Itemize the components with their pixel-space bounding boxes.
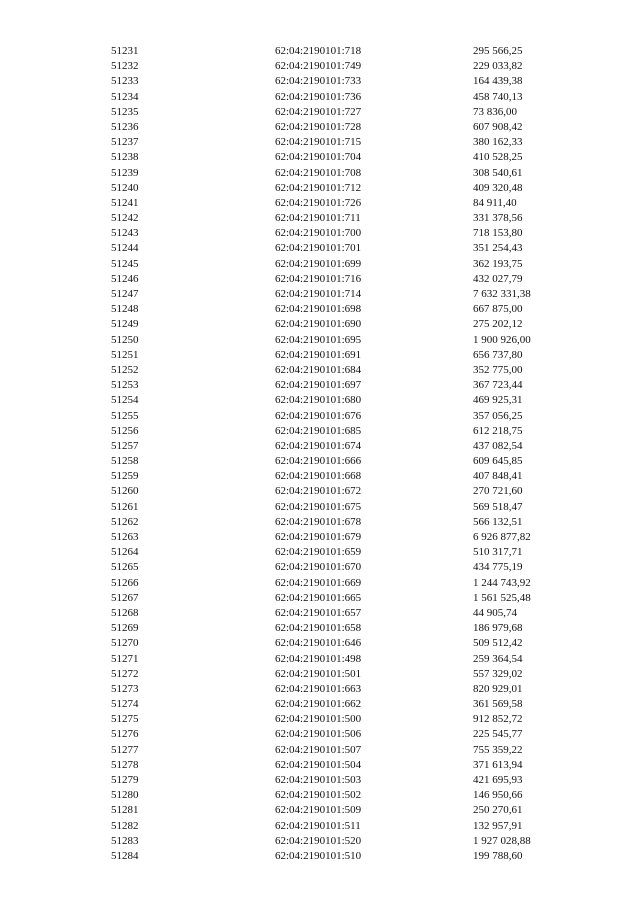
table-row — [0, 257, 640, 272]
cadastral-number: 62:04:2190101:684 — [275, 363, 362, 376]
cadastral-number: 62:04:2190101:498 — [275, 652, 362, 665]
cadastral-number: 62:04:2190101:646 — [275, 637, 362, 650]
cadastral-number: 62:04:2190101:714 — [275, 288, 362, 300]
row-number: 51260 — [111, 485, 139, 498]
cadastral-number: 62:04:2190101:663 — [275, 682, 362, 695]
row-number: 51244 — [111, 242, 139, 255]
cadastral-value: 73 836,00 — [473, 105, 517, 118]
table-row — [0, 530, 640, 545]
row-number: 51254 — [111, 394, 139, 407]
cadastral-number: 62:04:2190101:726 — [275, 196, 362, 209]
cadastral-value: 250 270,61 — [473, 804, 523, 817]
row-number: 51241 — [111, 196, 139, 209]
row-number: 51245 — [111, 257, 139, 270]
row-number: 51242 — [111, 212, 139, 225]
table-row — [0, 849, 640, 864]
cadastral-number: 62:04:2190101:685 — [275, 424, 362, 437]
row-number: 51233 — [111, 75, 139, 88]
cadastral-value: 566 132,51 — [473, 515, 523, 528]
table-row — [0, 469, 640, 484]
row-number: 51270 — [111, 637, 139, 650]
row-number: 51271 — [111, 652, 139, 665]
cadastral-number: 62:04:2190101:507 — [275, 743, 362, 756]
cadastral-number: 62:04:2190101:691 — [275, 348, 362, 361]
table-row — [0, 515, 640, 530]
cadastral-value: 186 979,68 — [473, 622, 523, 635]
cadastral-value: 84 911,40 — [473, 196, 517, 209]
table-row — [0, 105, 640, 120]
table-row — [0, 348, 640, 363]
row-number: 51257 — [111, 439, 139, 452]
table-row — [0, 727, 640, 742]
row-number: 51275 — [111, 713, 139, 726]
row-number: 51280 — [111, 789, 139, 802]
cadastral-number: 62:04:2190101:674 — [275, 439, 362, 452]
cadastral-value: 6 926 877,82 — [473, 531, 531, 543]
cadastral-value: 199 788,60 — [473, 849, 523, 862]
row-number: 51256 — [111, 424, 139, 437]
cadastral-value: 557 329,02 — [473, 667, 523, 680]
table-row — [0, 697, 640, 712]
table-row — [0, 317, 640, 332]
cadastral-value: 308 540,61 — [473, 166, 523, 179]
table-row — [0, 636, 640, 651]
row-number: 51232 — [111, 60, 139, 73]
cadastral-value: 718 153,80 — [473, 227, 523, 240]
cadastral-number: 62:04:2190101:665 — [275, 591, 362, 604]
cadastral-number: 62:04:2190101:749 — [275, 60, 362, 73]
row-number: 51247 — [111, 288, 139, 300]
cadastral-number: 62:04:2190101:701 — [275, 242, 362, 255]
row-number: 51238 — [111, 151, 139, 164]
row-number: 51284 — [111, 849, 139, 862]
row-number: 51273 — [111, 682, 139, 695]
cadastral-number: 62:04:2190101:680 — [275, 394, 362, 407]
table-row — [0, 409, 640, 424]
cadastral-value: 164 439,38 — [473, 75, 523, 88]
cadastral-number: 62:04:2190101:699 — [275, 257, 362, 270]
table-row — [0, 621, 640, 636]
cadastral-value: 146 950,66 — [473, 789, 523, 802]
cadastral-number: 62:04:2190101:668 — [275, 470, 362, 483]
cadastral-number: 62:04:2190101:697 — [275, 379, 362, 392]
cadastral-number: 62:04:2190101:704 — [275, 151, 362, 164]
cadastral-value: 437 082,54 — [473, 439, 523, 452]
table-row — [0, 484, 640, 499]
table-row — [0, 773, 640, 788]
table-row — [0, 560, 640, 575]
cadastral-value: 380 162,33 — [473, 136, 523, 149]
row-number: 51262 — [111, 515, 139, 528]
cadastral-number: 62:04:2190101:510 — [275, 849, 362, 862]
row-number: 51276 — [111, 728, 139, 741]
cadastral-number: 62:04:2190101:662 — [275, 698, 362, 711]
table-row — [0, 363, 640, 378]
table-row — [0, 424, 640, 439]
row-number: 51268 — [111, 606, 139, 619]
row-number: 51240 — [111, 181, 139, 194]
row-number: 51248 — [111, 303, 139, 316]
cadastral-value: 1 244 743,92 — [473, 576, 531, 589]
row-number: 51259 — [111, 470, 139, 483]
row-number: 51251 — [111, 348, 139, 361]
cadastral-value: 295 566,25 — [473, 45, 523, 57]
cadastral-number: 62:04:2190101:520 — [275, 834, 362, 847]
cadastral-number: 62:04:2190101:712 — [275, 181, 362, 194]
cadastral-value: 432 027,79 — [473, 272, 523, 285]
cadastral-number: 62:04:2190101:670 — [275, 561, 362, 574]
cadastral-value: 510 317,71 — [473, 546, 523, 559]
table-row — [0, 576, 640, 591]
cadastral-number: 62:04:2190101:716 — [275, 272, 362, 285]
cadastral-number: 62:04:2190101:504 — [275, 758, 362, 771]
cadastral-value: 569 518,47 — [473, 500, 523, 513]
cadastral-value: 612 218,75 — [473, 424, 523, 437]
cadastral-number: 62:04:2190101:657 — [275, 606, 362, 619]
table-row — [0, 226, 640, 241]
table-row — [0, 545, 640, 560]
row-number: 51269 — [111, 622, 139, 635]
cadastral-value: 259 364,54 — [473, 652, 523, 665]
table-row — [0, 181, 640, 196]
row-number: 51236 — [111, 120, 139, 133]
table-row — [0, 439, 640, 454]
cadastral-value: 357 056,25 — [473, 409, 523, 422]
cadastral-number: 62:04:2190101:676 — [275, 409, 362, 422]
cadastral-value: 1 900 926,00 — [473, 333, 531, 346]
cadastral-value: 229 033,82 — [473, 60, 523, 73]
table-row — [0, 803, 640, 818]
table-row — [0, 44, 640, 59]
cadastral-value: 755 359,22 — [473, 743, 523, 756]
table-row — [0, 378, 640, 393]
table-row — [0, 211, 640, 226]
cadastral-number: 62:04:2190101:700 — [275, 227, 362, 240]
cadastral-number: 62:04:2190101:503 — [275, 774, 362, 786]
cadastral-value: 656 737,80 — [473, 348, 523, 361]
table-row — [0, 606, 640, 621]
cadastral-number: 62:04:2190101:728 — [275, 120, 362, 133]
row-number: 51277 — [111, 743, 139, 756]
row-number: 51252 — [111, 363, 139, 376]
row-number: 51234 — [111, 90, 139, 103]
table-row — [0, 333, 640, 348]
table-row — [0, 74, 640, 89]
cadastral-value: 469 925,31 — [473, 394, 523, 407]
row-number: 51253 — [111, 379, 139, 392]
cadastral-number: 62:04:2190101:679 — [275, 531, 362, 543]
cadastral-value: 7 632 331,38 — [473, 288, 531, 300]
row-number: 51283 — [111, 834, 139, 847]
row-number: 51261 — [111, 500, 139, 513]
table-row — [0, 241, 640, 256]
row-number: 51255 — [111, 409, 139, 422]
cadastral-number: 62:04:2190101:718 — [275, 45, 362, 57]
row-number: 51264 — [111, 546, 139, 559]
table-row — [0, 166, 640, 181]
row-number: 51281 — [111, 804, 139, 817]
row-number: 51258 — [111, 455, 139, 468]
table-row — [0, 393, 640, 408]
cadastral-number: 62:04:2190101:690 — [275, 318, 362, 331]
table-row — [0, 196, 640, 211]
table-row — [0, 834, 640, 849]
cadastral-number: 62:04:2190101:511 — [275, 819, 361, 832]
cadastral-number: 62:04:2190101:675 — [275, 500, 362, 513]
cadastral-number: 62:04:2190101:501 — [275, 667, 362, 680]
cadastral-number: 62:04:2190101:733 — [275, 75, 362, 88]
cadastral-value: 421 695,93 — [473, 774, 523, 786]
table-row — [0, 500, 640, 515]
cadastral-number: 62:04:2190101:708 — [275, 166, 362, 179]
row-number: 51265 — [111, 561, 139, 574]
cadastral-value: 609 645,85 — [473, 455, 523, 468]
cadastral-number: 62:04:2190101:500 — [275, 713, 362, 726]
cadastral-number: 62:04:2190101:658 — [275, 622, 362, 635]
cadastral-number: 62:04:2190101:695 — [275, 333, 362, 346]
row-number: 51272 — [111, 667, 139, 680]
cadastral-number: 62:04:2190101:659 — [275, 546, 362, 559]
row-number: 51250 — [111, 333, 139, 346]
table-row — [0, 454, 640, 469]
cadastral-value: 410 528,25 — [473, 151, 523, 164]
cadastral-value: 409 320,48 — [473, 181, 523, 194]
cadastral-value: 270 721,60 — [473, 485, 523, 498]
table-row — [0, 682, 640, 697]
cadastral-value: 607 908,42 — [473, 120, 523, 133]
row-number: 51282 — [111, 819, 139, 832]
cadastral-value: 362 193,75 — [473, 257, 523, 270]
cadastral-value: 132 957,91 — [473, 819, 523, 832]
row-number: 51235 — [111, 105, 139, 118]
cadastral-number: 62:04:2190101:678 — [275, 515, 362, 528]
table-row — [0, 591, 640, 606]
row-number: 51266 — [111, 576, 139, 589]
cadastral-value: 367 723,44 — [473, 379, 523, 392]
cadastral-value: 352 775,00 — [473, 363, 523, 376]
cadastral-number: 62:04:2190101:727 — [275, 105, 362, 118]
cadastral-value: 331 378,56 — [473, 212, 523, 225]
table-row — [0, 819, 640, 834]
row-number: 51237 — [111, 136, 139, 149]
row-number: 51249 — [111, 318, 139, 331]
cadastral-value: 912 852,72 — [473, 713, 523, 726]
cadastral-value: 458 740,13 — [473, 90, 523, 103]
table-row — [0, 90, 640, 105]
row-number: 51246 — [111, 272, 139, 285]
row-number: 51231 — [111, 45, 139, 57]
cadastral-number: 62:04:2190101:502 — [275, 789, 362, 802]
table-row — [0, 287, 640, 302]
table-row — [0, 652, 640, 667]
table-row — [0, 743, 640, 758]
cadastral-value: 434 775,19 — [473, 561, 523, 574]
cadastral-number: 62:04:2190101:669 — [275, 576, 362, 589]
cadastral-number: 62:04:2190101:666 — [275, 455, 362, 468]
cadastral-number: 62:04:2190101:698 — [275, 303, 362, 316]
table-row — [0, 150, 640, 165]
table-row — [0, 302, 640, 317]
cadastral-value: 407 848,41 — [473, 470, 523, 483]
cadastral-value: 275 202,12 — [473, 318, 523, 331]
table-row — [0, 120, 640, 135]
cadastral-value: 1 561 525,48 — [473, 591, 531, 604]
cadastral-value: 361 569,58 — [473, 698, 523, 711]
row-number: 51278 — [111, 758, 139, 771]
cadastral-value: 44 905,74 — [473, 606, 517, 619]
cadastral-value: 351 254,43 — [473, 242, 523, 255]
table-row — [0, 667, 640, 682]
cadastral-number: 62:04:2190101:509 — [275, 804, 362, 817]
row-number: 51239 — [111, 166, 139, 179]
row-number: 51267 — [111, 591, 139, 604]
table-row — [0, 135, 640, 150]
table-row — [0, 59, 640, 74]
table-row — [0, 712, 640, 727]
table-row — [0, 788, 640, 803]
registry-table — [0, 44, 640, 864]
cadastral-number: 62:04:2190101:715 — [275, 136, 362, 149]
row-number: 51243 — [111, 227, 139, 240]
cadastral-value: 820 929,01 — [473, 682, 523, 695]
cadastral-value: 509 512,42 — [473, 637, 523, 650]
row-number: 51279 — [111, 774, 139, 786]
cadastral-value: 371 613,94 — [473, 758, 523, 771]
cadastral-value: 225 545,77 — [473, 728, 523, 741]
cadastral-number: 62:04:2190101:506 — [275, 728, 362, 741]
row-number: 51274 — [111, 698, 139, 711]
table-row — [0, 758, 640, 773]
cadastral-value: 667 875,00 — [473, 303, 523, 316]
cadastral-value: 1 927 028,88 — [473, 834, 531, 847]
row-number: 51263 — [111, 531, 139, 543]
cadastral-number: 62:04:2190101:711 — [275, 212, 361, 225]
cadastral-number: 62:04:2190101:736 — [275, 90, 362, 103]
table-row — [0, 272, 640, 287]
cadastral-number: 62:04:2190101:672 — [275, 485, 362, 498]
